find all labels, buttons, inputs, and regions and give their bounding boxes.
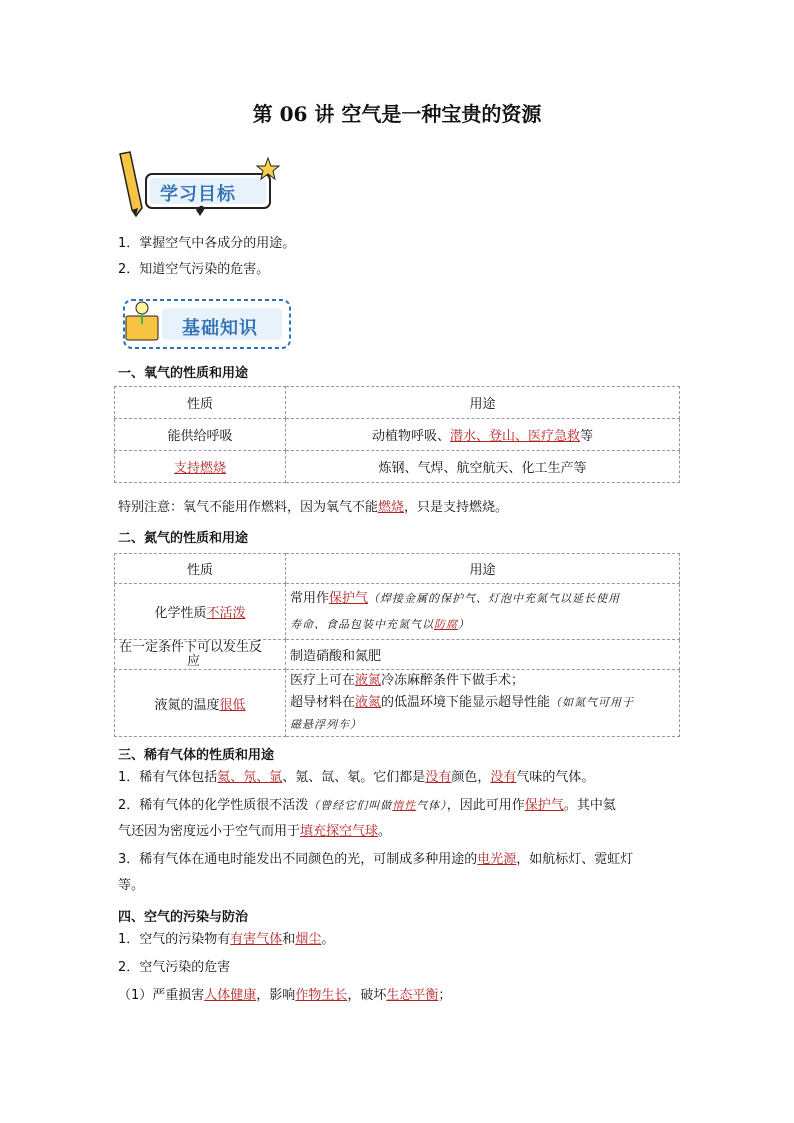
- pollution-line-1: 1．空气的污染物有有害气体和烟尘。: [118, 932, 335, 947]
- badge-basic-knowledge-label: 基础知识: [182, 318, 258, 339]
- goal-1: 1．掌握空气中各成分的用途。: [118, 236, 296, 251]
- oxygen-r2-property: 支持燃烧: [115, 451, 286, 483]
- rare-gas-line-2: 2．稀有气体的化学性质很不活泼（曾经它们叫做惰性气体），因此可用作保护气。其中氦: [118, 798, 616, 813]
- oxygen-r1-property: 能供给呼吸: [115, 419, 286, 451]
- oxygen-table: [114, 386, 680, 483]
- learning-goals-badge: [116, 150, 286, 220]
- nitrogen-r1-property: 化学性质不活泼: [115, 584, 286, 640]
- nitrogen-r3-use: 医疗上可在液氮冷冻麻醉条件下做手术； 超导材料在液氮的低温环境下能显示超导性能（如氮气可用于 磁悬浮列车）: [286, 670, 680, 737]
- nitrogen-col-use: 用途: [286, 554, 680, 584]
- pollution-line-2: 2．空气污染的危害: [118, 960, 231, 975]
- nitrogen-r2-property: 在一定条件下可以发生反 应: [115, 640, 286, 670]
- basic-knowledge-badge: [118, 296, 298, 356]
- nitrogen-table: [114, 553, 680, 737]
- rare-gas-line-5: 等。: [118, 878, 145, 893]
- nitrogen-r2-use: 制造硝酸和氮肥: [286, 640, 680, 670]
- nitrogen-col-property: 性质: [115, 554, 286, 584]
- section-4-heading: 四、空气的污染与防治: [118, 910, 249, 925]
- oxygen-r2-use: 炼钢、气焊、航空航天、化工生产等: [286, 451, 680, 483]
- oxygen-col-use: 用途: [286, 387, 680, 419]
- section-3-heading: 三、稀有气体的性质和用途: [118, 748, 275, 763]
- rare-gas-line-1: 1．稀有气体包括氦、氖、氩、氪、氙、氡。它们都是没有颜色，没有气味的气体。: [118, 770, 595, 785]
- nitrogen-r3-property: 液氮的温度很低: [115, 670, 286, 737]
- rare-gas-line-4: 3．稀有气体在通电时能发出不同颜色的光，可制成多种用途的电光源，如航标灯、霓虹灯: [118, 852, 634, 867]
- oxygen-col-property: 性质: [115, 387, 286, 419]
- goal-2: 2．知道空气污染的危害。: [118, 262, 270, 277]
- nitrogen-r1-use: 常用作保护气（焊接金属的保护气、灯泡中充氮气以延长使用 寿命、食品包装中充氮气以防腐）: [286, 584, 680, 640]
- oxygen-r1-use: 动植物呼吸、潜水、登山、医疗急救等: [286, 419, 680, 451]
- rare-gas-line-3: 气还因为密度远小于空气而用于填充探空气球。: [118, 824, 392, 839]
- page-title: 第 06 讲 空气是一种宝贵的资源: [252, 102, 542, 126]
- section-2-heading: 二、氮气的性质和用途: [118, 531, 249, 546]
- section-1-heading: 一、氧气的性质和用途: [118, 366, 249, 381]
- oxygen-note: 特别注意：氧气不能用作燃料，因为氧气不能燃烧，只是支持燃烧。: [118, 500, 509, 515]
- pollution-line-3: （1）严重损害人体健康，影响作物生长，破坏生态平衡；: [118, 988, 452, 1003]
- badge-learning-goals-label: 学习目标: [160, 184, 236, 205]
